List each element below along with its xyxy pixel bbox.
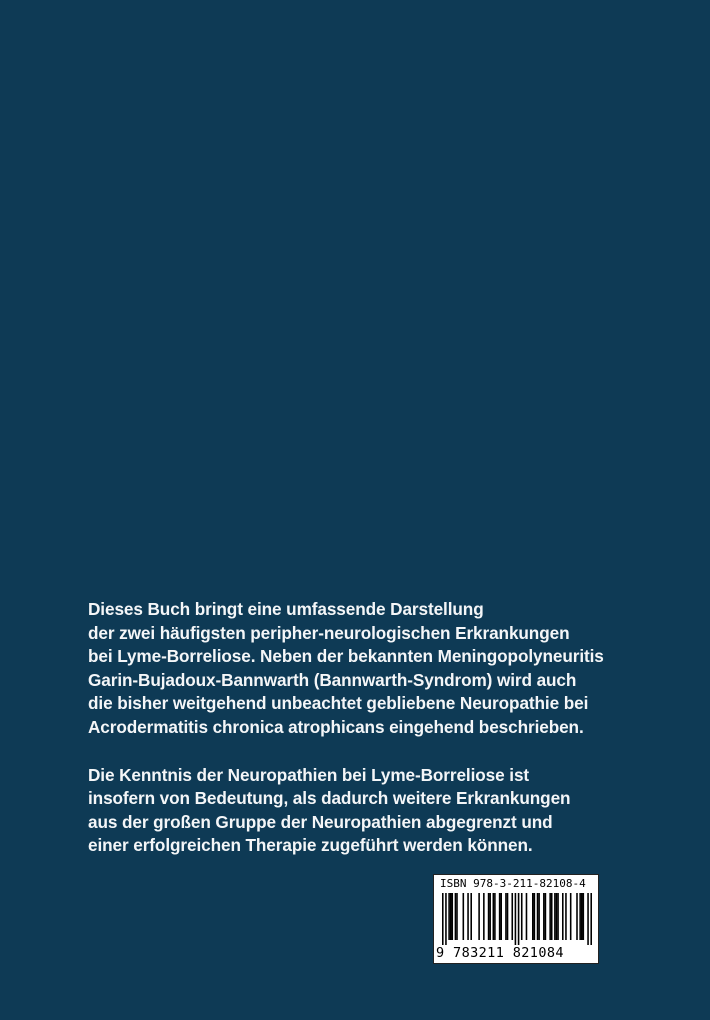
barcode-bar [456,893,458,940]
barcode-bar [499,893,501,940]
barcode-bar [565,893,567,940]
barcode-bar [576,893,578,940]
barcode-bar [455,893,457,940]
barcode-bar [470,893,472,940]
barcode-bar [590,893,592,945]
barcode-bar [493,893,495,940]
barcode-bar [450,893,452,940]
barcode-bar [538,893,540,940]
blurb-line: einer erfolgreichen Therapie zugeführt werden können. [88,835,533,856]
barcode-bar [451,893,453,940]
barcode-bar [549,893,551,940]
barcode-bar [583,893,585,940]
barcode-bar [505,893,507,940]
blurb-line: Acrodermatitis chronica atrophicans eingehend beschrieben. [88,716,584,737]
barcode-bar [521,893,523,940]
barcode-bar [543,893,545,940]
isbn-barcode [433,874,599,964]
barcode-bar [537,893,539,940]
barcode-bar [554,893,556,940]
blurb-text [88,598,688,858]
barcode-bar [579,893,581,940]
blurb-paragraph-2 [88,764,688,858]
barcode-bar [532,893,534,940]
barcode-bar [442,893,444,945]
barcode-bar [511,893,513,940]
barcode-bars [442,893,592,945]
blurb-line: Die Kenntnis der Neuropathien bei Lyme-Borreliose ist [88,764,530,785]
barcode-bar [581,893,583,940]
barcode-bar [534,893,536,940]
barcode-bar [587,893,589,945]
blurb-line: Dieses Buch bringt eine umfassende Darstellung [88,599,484,619]
barcode-bar [557,893,559,940]
barcode-bar [445,893,447,945]
barcode-bar [551,893,553,940]
blurb-line: aus der großen Gruppe der Neuropathien abgegrenzt und [88,811,553,832]
isbn-label: ISBN 978-3-211-82108-4 [440,877,586,890]
barcode-bar [467,893,469,940]
blurb-line: Garin-Bujadoux-Bannwarth (Bannwarth-Syndrom) wird auch [88,669,577,690]
blurb-line: insofern von Bedeutung, als dadurch weitere Erkrankungen [88,788,571,809]
barcode-bar [448,893,450,940]
barcode-bar [507,893,509,940]
ean-digits: 9 783211 821084 [436,945,564,961]
barcode-bar [556,893,558,940]
barcode-bar [570,893,572,940]
barcode-bar [463,893,465,940]
blurb-line: der zwei häufigsten peripher-neurologischen Erkrankungen [88,622,570,643]
barcode-bar [526,893,528,940]
barcode-bar [488,893,490,940]
barcode-bar [545,893,547,940]
barcode-bar [478,893,480,940]
blurb-line: bei Lyme-Borreliose. Neben der bekannten Meningopolyneuritis [88,646,604,667]
barcode-bar [489,893,491,940]
barcode-bar [500,893,502,940]
barcode-bar [562,893,564,940]
barcode-bar [494,893,496,940]
barcode-bar [483,893,485,940]
blurb-paragraph-1 [88,598,688,740]
blurb-line: die bisher weitgehend unbeachtet gebliebene Neuropathie bei [88,693,589,714]
barcode-bar [515,893,517,945]
barcode-bar [518,893,520,945]
